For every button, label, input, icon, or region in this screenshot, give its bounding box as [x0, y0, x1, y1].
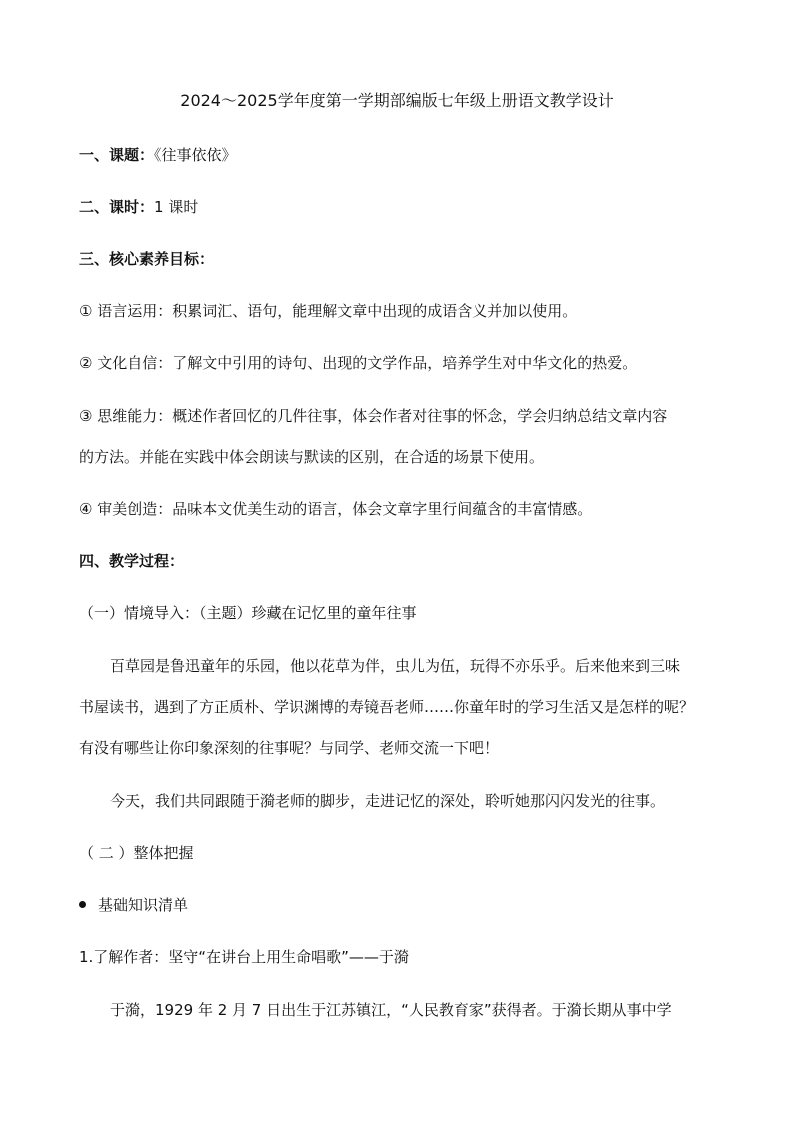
goal-item-4: ④ 审美创造：品味本文优美生动的语言，体会文章字里行间蕴含的丰富情感。 — [79, 500, 593, 518]
paragraph-1-line-2: 书屋读书，遇到了方正质朴、学识渊博的寿镜吾老师……你童年时的学习生活又是怎样的呢？ — [79, 698, 695, 716]
goal-item-2: ② 文化自信：了解文中引用的诗句、出现的文学作品，培养学生对中华文化的热爱。 — [79, 354, 638, 372]
paragraph-1-line-1: 百草园是鲁迅童年的乐园，他以花草为伴，虫儿为伍，玩得不亦乐乎。后来他来到三味 — [110, 657, 681, 675]
page-title: 2024～2025学年度第一学期部编版七年级上册语文教学设计 — [180, 91, 614, 110]
section-topic-heading: 一、课题： — [79, 146, 155, 164]
process-intro-heading: （一）情境导入：（主题）珍藏在记忆里的童年往事 — [79, 604, 417, 622]
bullet-item — [79, 895, 719, 915]
section-period — [79, 197, 719, 217]
knowledge-item-1-heading: 1.了解作者：坚守“在讲台上用生命唱歌”——于漪 — [79, 948, 409, 966]
section-period-heading: 二、课时： — [79, 198, 155, 216]
bullet-item-label: 基础知识清单 — [98, 896, 189, 914]
paragraph-1-line-3: 有没有哪些让你印象深刻的往事呢？与同学、老师交流一下吧！ — [79, 739, 500, 757]
section-topic — [79, 145, 719, 165]
section-process-heading: 四、教学过程： — [79, 552, 185, 570]
section-topic-value: 《往事依依》 — [154, 146, 237, 164]
knowledge-item-1-text: 于漪，1929 年 2 月 7 日出生于江苏镇江，“人民教育家”获得者。于漪长期从事中学 — [110, 1001, 672, 1019]
bullet-dot-icon — [79, 901, 86, 908]
goal-item-3-line-1: ③ 思维能力：概述作者回忆的几件往事，体会作者对往事的怀念，学会归纳总结文章内容 — [79, 407, 668, 425]
paragraph-2: 今天，我们共同跟随于漪老师的脚步，走进记忆的深处，聆听她那闪闪发光的往事。 — [110, 792, 666, 810]
process-overview-heading: （ 二 ）整体把握 — [79, 844, 194, 862]
section-goals-heading: 三、核心素养目标： — [79, 250, 215, 268]
goal-item-1: ① 语言运用：积累词汇、语句，能理解文章中出现的成语含义并加以使用。 — [79, 302, 578, 320]
goal-item-3-line-2: 的方法。并能在实践中体会朗读与默读的区别，在合适的场景下使用。 — [79, 448, 545, 466]
section-period-value: 1 课时 — [154, 198, 199, 216]
